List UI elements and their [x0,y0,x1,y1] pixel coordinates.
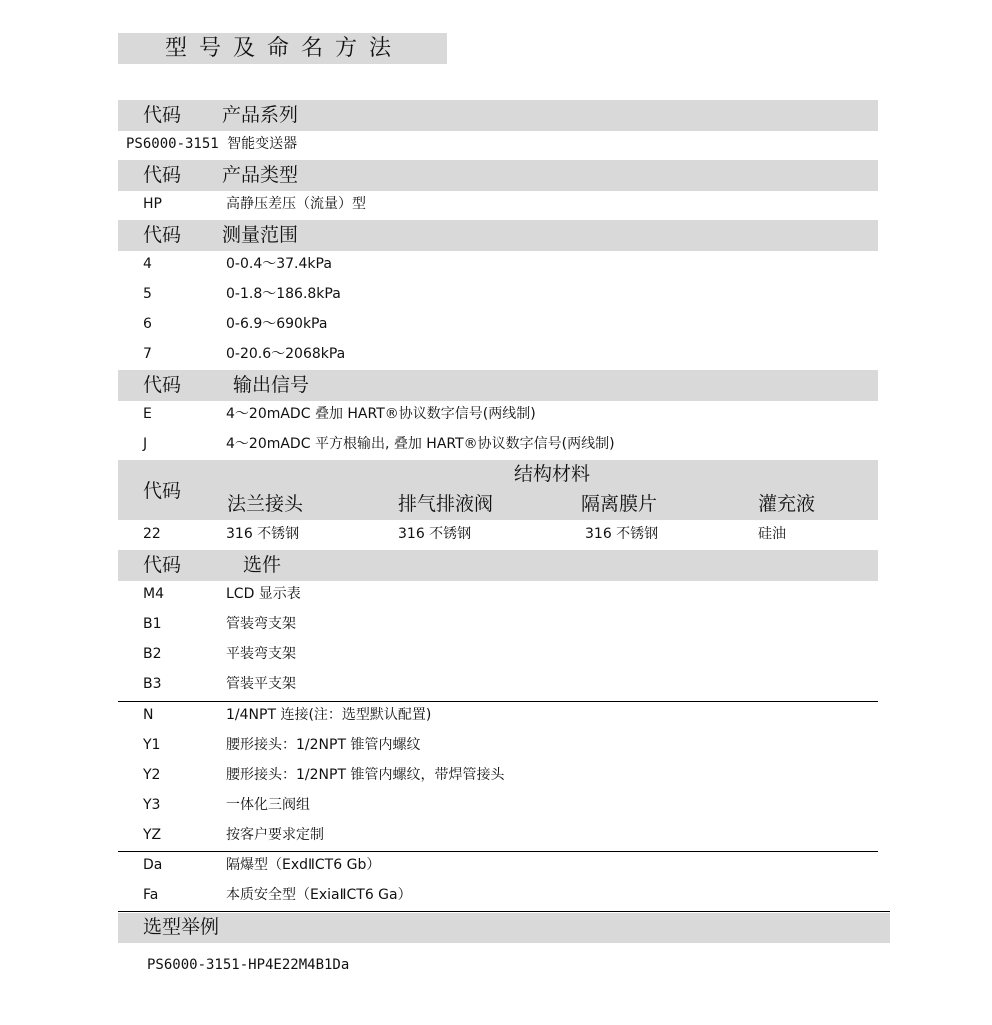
list-item-desc: 0-20.6～2068kPa [226,346,346,362]
list-item-code: B3 [143,676,162,692]
list-item-desc: 隔爆型（ExdⅡCT6 Gb） [226,857,381,873]
list-item-code: 4 [143,256,152,272]
material-value-fill-fluid: 硅油 [758,526,786,542]
list-item-desc: 0-1.8～186.8kPa [226,286,341,302]
type-code-label: 代码 [143,164,182,186]
material-row-code: 22 [143,526,161,542]
output-header-band [118,370,878,401]
series-value: PS6000-3151 智能变送器 [126,136,298,152]
list-item-code: Y1 [143,737,161,753]
options-header: 选件 [243,554,282,576]
example-header-band [118,913,890,943]
list-item-desc: 一体化三阀组 [226,797,310,813]
material-value-vent-valve: 316 不锈钢 [398,526,472,542]
material-col-flange: 法兰接头 [227,493,304,515]
list-item-code: J [143,436,148,452]
page-title: 型号及命名方法 [165,36,404,61]
output-header: 输出信号 [233,374,310,396]
material-col-vent-valve: 排气排液阀 [398,493,494,515]
list-item-desc: LCD 显示表 [226,586,301,602]
list-item-desc: 按客户要求定制 [226,827,324,843]
list-item-code: YZ [143,827,162,843]
list-item-desc: 管装弯支架 [226,616,296,632]
divider [118,911,890,912]
range-header: 测量范围 [222,224,299,246]
list-item-desc: 1/4NPT 连接(注：选型默认配置) [226,707,432,723]
list-item-code: Da [143,857,163,873]
output-code-label: 代码 [143,374,182,396]
range-code-label: 代码 [143,224,182,246]
list-item-desc: 腰形接头：1/2NPT 锥管内螺纹，带焊管接头 [226,767,505,783]
options-header-band [118,550,878,581]
example-value: PS6000-3151-HP4E22M4B1Da [147,957,350,973]
list-item-code: 5 [143,286,152,302]
example-header: 选型举例 [143,916,220,938]
list-item-code: 7 [143,346,152,362]
material-col-fill-fluid: 灌充液 [758,493,816,515]
list-item-desc: 腰形接头：1/2NPT 锥管内螺纹 [226,737,421,753]
list-item-code: 6 [143,316,152,332]
material-value-flange: 316 不锈钢 [226,526,300,542]
divider [118,701,878,702]
list-item-desc: 0-6.9～690kPa [226,316,328,332]
list-item-desc: 4～20mADC 平方根输出, 叠加 HART®协议数字信号(两线制) [226,436,615,452]
divider [118,851,878,852]
material-header: 结构材料 [514,463,591,485]
list-item-code: Y3 [143,797,161,813]
list-item-code: HP [143,196,162,212]
list-item-code: M4 [143,586,164,602]
list-item-desc: 管装平支架 [226,676,296,692]
material-code-label: 代码 [143,480,182,502]
list-item-code: B2 [143,646,162,662]
options-code-label: 代码 [143,554,182,576]
list-item-desc: 平装弯支架 [226,646,296,662]
list-item-code: B1 [143,616,162,632]
list-item-code: E [143,406,152,422]
type-header: 产品类型 [222,164,299,186]
list-item-code: Fa [143,887,159,903]
list-item-code: N [143,707,154,723]
series-header: 产品系列 [222,104,299,126]
material-col-diaphragm: 隔离膜片 [581,493,658,515]
series-code-label: 代码 [143,104,182,126]
list-item-desc: 高静压差压（流量）型 [226,196,366,212]
list-item-desc: 0-0.4～37.4kPa [226,256,332,272]
list-item-desc: 4～20mADC 叠加 HART®协议数字信号(两线制) [226,406,536,422]
list-item-code: Y2 [143,767,161,783]
material-value-diaphragm: 316 不锈钢 [585,526,659,542]
list-item-desc: 本质安全型（ExiaⅡCT6 Ga） [226,887,412,903]
